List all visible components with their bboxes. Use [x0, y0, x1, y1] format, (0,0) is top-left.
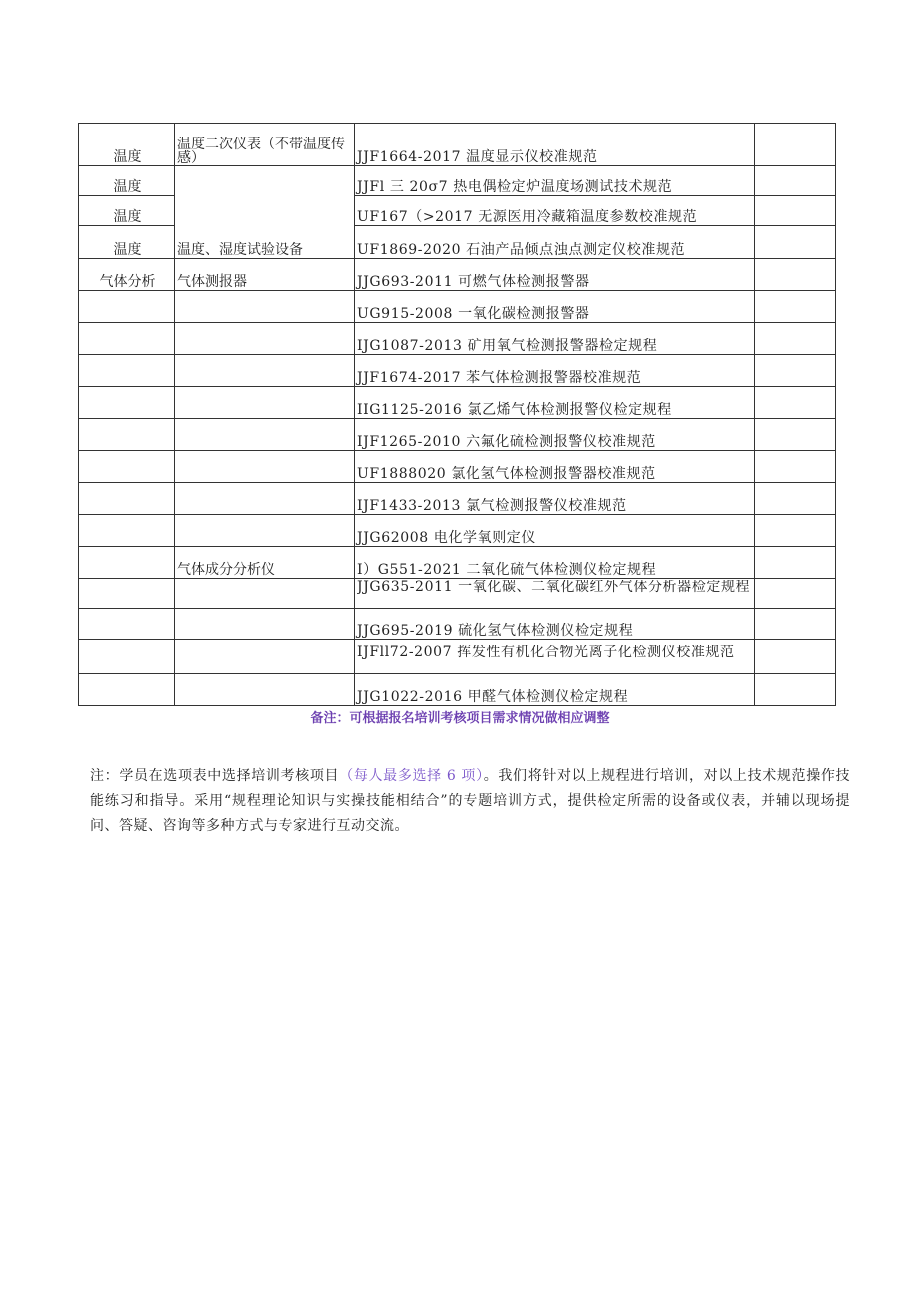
equipment-cell	[175, 515, 355, 547]
table-row	[79, 547, 836, 579]
table-row	[79, 419, 836, 451]
standard-text: JJG635-2011 一氧化碳、二氧化碳红外气体分析器检定规程	[357, 580, 751, 595]
training-items-table	[78, 123, 836, 706]
note-highlight: （每人最多选择 6 项）	[339, 768, 484, 784]
table-row	[79, 387, 836, 419]
standard-cell: IJF1265-2010 六氟化硫检测报警仪校准规范	[355, 419, 755, 451]
table-row	[79, 483, 836, 515]
note-paragraph	[90, 764, 850, 839]
category-cell	[79, 483, 175, 515]
category-cell: 温度	[79, 166, 175, 196]
category-cell	[79, 579, 175, 609]
selection-cell[interactable]	[755, 451, 836, 483]
selection-cell[interactable]	[755, 547, 836, 579]
category-cell	[79, 547, 175, 579]
selection-cell[interactable]	[755, 483, 836, 515]
standard-cell: JJG1022-2016 甲醛气体检测仪检定规程	[355, 674, 755, 706]
category-cell: 温度	[79, 124, 175, 166]
equipment-cell: 气体测报器	[175, 259, 355, 291]
selection-cell[interactable]	[755, 640, 836, 674]
note-suffix: 。我们将针对以上规程进行培训，对以上技术规范操作技能练习和指导。采用“规程理论知识与实操技能相结合”的专题培训方式，提供检定所需的设备或仪表，并辅以现场提问、答疑、咨询等多种方式与专家进行互动交流。	[90, 768, 851, 834]
standard-cell: JJG695-2019 硫化氢气体检测仪检定规程	[355, 609, 755, 640]
selection-cell[interactable]	[755, 609, 836, 640]
category-cell	[79, 451, 175, 483]
standard-cell: IJF1433-2013 氯气检测报警仪校准规范	[355, 483, 755, 515]
equipment-cell: 温度、湿度试验设备	[175, 166, 355, 259]
standard-cell: JJG62008 电化学氧则定仪	[355, 515, 755, 547]
selection-cell[interactable]	[755, 515, 836, 547]
category-cell: 温度	[79, 226, 175, 259]
selection-cell[interactable]	[755, 259, 836, 291]
selection-cell[interactable]	[755, 387, 836, 419]
selection-cell[interactable]	[755, 323, 836, 355]
table-row	[79, 451, 836, 483]
table-row	[79, 291, 836, 323]
standard-cell: UF1888020 氯化氢气体检测报警器校准规范	[355, 451, 755, 483]
table-row	[79, 355, 836, 387]
table-row	[79, 579, 836, 609]
standard-cell: JJF1674-2017 苯气体检测报警器校准规范	[355, 355, 755, 387]
selection-cell[interactable]	[755, 226, 836, 259]
selection-cell[interactable]	[755, 355, 836, 387]
standard-cell	[355, 640, 755, 674]
equipment-cell	[175, 609, 355, 640]
standard-cell: I）G551-2021 二氧化硫气体检测仪检定规程	[355, 547, 755, 579]
equipment-cell	[175, 124, 355, 166]
selection-cell[interactable]	[755, 124, 836, 166]
equipment-cell	[175, 640, 355, 674]
standard-cell: UF1869-2020 石油产品倾点浊点测定仪校准规范	[355, 226, 755, 259]
selection-cell[interactable]	[755, 166, 836, 196]
table-row	[79, 515, 836, 547]
table-row	[79, 259, 836, 291]
equipment-cell	[175, 355, 355, 387]
equipment-cell: 气体成分分析仪	[175, 547, 355, 579]
standard-cell: JJF1664-2017 温度显示仪校准规范	[355, 124, 755, 166]
category-cell: 气体分析	[79, 259, 175, 291]
category-cell	[79, 291, 175, 323]
standard-cell: UG915-2008 一氧化碳检测报警器	[355, 291, 755, 323]
standard-text: IJFll72-2007 挥发性有机化合物光离子化检测仪校准规范	[357, 645, 735, 660]
standard-cell	[355, 579, 755, 609]
table-row	[79, 640, 836, 674]
selection-cell[interactable]	[755, 419, 836, 451]
category-cell: 温度	[79, 196, 175, 226]
standard-cell: UF167（>2017 无源医用冷藏箱温度参数校准规范	[355, 196, 755, 226]
equipment-cell	[175, 387, 355, 419]
equipment-cell	[175, 483, 355, 515]
selection-cell[interactable]	[755, 674, 836, 706]
note-prefix: 注：学员在选项表中选择培训考核项目	[90, 768, 340, 784]
category-cell	[79, 355, 175, 387]
category-cell	[79, 674, 175, 706]
equipment-cell	[175, 291, 355, 323]
remark-text: 备注：可根据报名培训考核项目需求情况做相应调整	[310, 711, 610, 726]
category-cell	[79, 323, 175, 355]
equipment-cell	[175, 451, 355, 483]
equipment-cell	[175, 419, 355, 451]
equipment-text: 温度二次仪表（不带温度传感）	[177, 137, 345, 165]
table-row	[79, 674, 836, 706]
equipment-cell	[175, 579, 355, 609]
selection-cell[interactable]	[755, 579, 836, 609]
category-cell	[79, 609, 175, 640]
category-cell	[79, 515, 175, 547]
category-cell	[79, 387, 175, 419]
table-row	[79, 124, 836, 166]
category-cell	[79, 419, 175, 451]
table-row	[79, 166, 836, 196]
standard-cell: JJFl 三 20σ7 热电偶检定炉温度场测试技术规范	[355, 166, 755, 196]
table-row	[79, 609, 836, 640]
standard-cell: JJG693-2011 可燃气体检测报警器	[355, 259, 755, 291]
standard-cell: IIG1125-2016 氯乙烯气体检测报警仪检定规程	[355, 387, 755, 419]
standard-cell: IJG1087-2013 矿用氧气检测报警器检定规程	[355, 323, 755, 355]
selection-cell[interactable]	[755, 196, 836, 226]
category-cell	[79, 640, 175, 674]
equipment-cell	[175, 674, 355, 706]
table-row	[79, 323, 836, 355]
selection-cell[interactable]	[755, 291, 836, 323]
equipment-cell	[175, 323, 355, 355]
